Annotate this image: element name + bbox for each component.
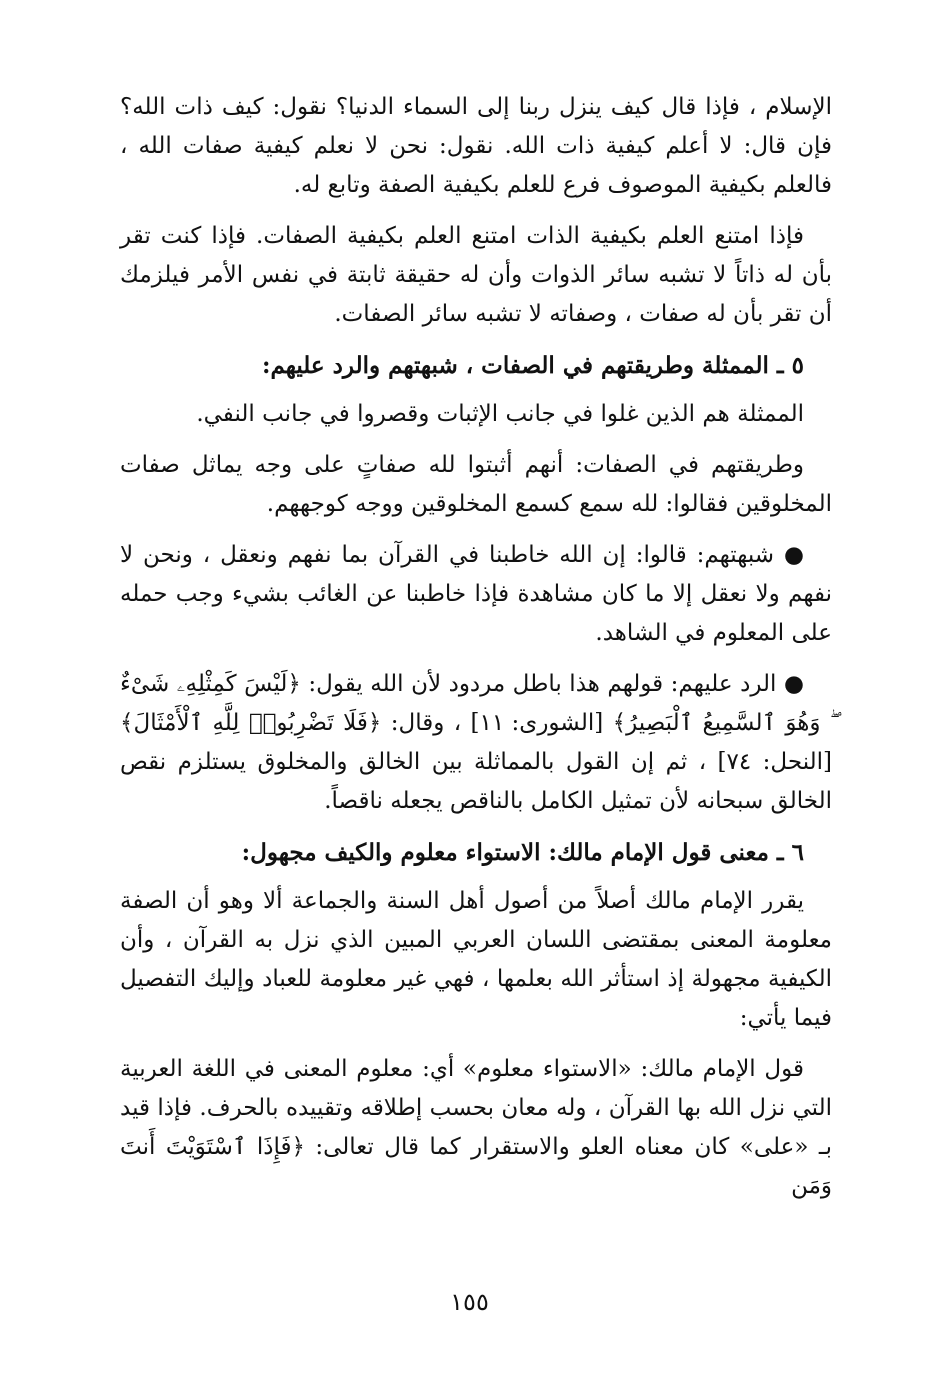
section-heading-6: ٦ ـ معنى قول الإمام مالك: الاستواء معلوم والكيف مجهول:	[241, 839, 804, 866]
paragraph-8: قول الإمام مالك: «الاستواء معلوم» أي: معلوم المعنى في اللغة العربية التي نزل الله بها القرآن ، وله معان بحسب إطلاقه وتقييده بالحرف. فإذا قيد بـ «على» كان معناه العلو والاستقرار كما قال تعالى: ﴿فَإِذَا ٱسْتَوَيْتَ أَنتَ وَمَن	[120, 1056, 832, 1199]
paragraph-7: يقرر الإمام مالك أصلاً من أصول أهل السنة والجماعة ألا وهو أن الصفة معلومة المعنى بمقتضى اللسان العربي المبين الذي نزل به القرآن ، وأن الكيفية مجهولة إذ استأثر الله بعلمها ، فهي غير معلومة للعباد وإليك التفصيل فيما يأتي:	[120, 888, 832, 1031]
paragraph-3: الممثلة هم الذين غلوا في جانب الإثبات وقصروا في جانب النفي.	[196, 401, 804, 427]
paragraph-2: فإذا امتنع العلم بكيفية الذات امتنع العلم بكيفية الصفات. فإذا كنت تقر بأن له ذاتاً لا تشبه سائر الذوات وأن له حقيقة ثابتة في نفس الأمر فيلزمك أن تقر بأن له صفات ، وصفاته لا تشبه سائر الصفات.	[120, 223, 832, 327]
page-number: ١٥٥	[450, 1288, 489, 1316]
paragraph-4: وطريقتهم في الصفات: أنهم أثبتوا لله صفاتٍ على وجه يماثل صفات المخلوقين فقالوا: لله سمع كسمع المخلوقين ووجه كوجههم.	[120, 452, 832, 517]
paragraph-1: الإسلام ، فإذا قال كيف ينزل ربنا إلى السماء الدنيا؟ نقول: كيف ذات الله؟ فإن قال: لا أعلم كيفية ذات الله. نقول: نحن لا نعلم كيفية صفات الله ، فالعلم بكيفية الموصوف فرع للعلم بكيفية الصفة وتابع له.	[120, 94, 833, 198]
paragraph-5: ● شبهتهم: قالوا: إن الله خاطبنا في القرآن بما نفهم ونعقل ، ونحن لا نفهم ولا نعقل إلا ما كان مشاهدة فإذا خاطبنا عن الغائب بشيء وجب حمله على المعلوم في الشاهد.	[120, 542, 832, 646]
page-body	[120, 88, 832, 1218]
paragraph-6: ● الرد عليهم: قولهم هذا باطل مردود لأن الله يقول: ﴿لَيْسَ كَمِثْلِهِۦ شَىْءٌ ۖ وَهُوَ ٱلسَّمِيعُ ٱلْبَصِيرُ﴾ [الشورى: ١١] ، وقال: ﴿فَلَا تَضْرِبُوا۟ لِلَّهِ ٱلْأَمْثَالَ﴾ [النحل: ٧٤] ، ثم إن القول بالمماثلة بين الخالق والمخلوق يستلزم نقص الخالق سبحانه لأن تمثيل الكامل بالناقص يجعله ناقصاً.	[120, 671, 833, 814]
section-heading-5: ٥ ـ الممثلة وطريقتهم في الصفات ، شبهتهم والرد عليهم:	[261, 352, 804, 379]
